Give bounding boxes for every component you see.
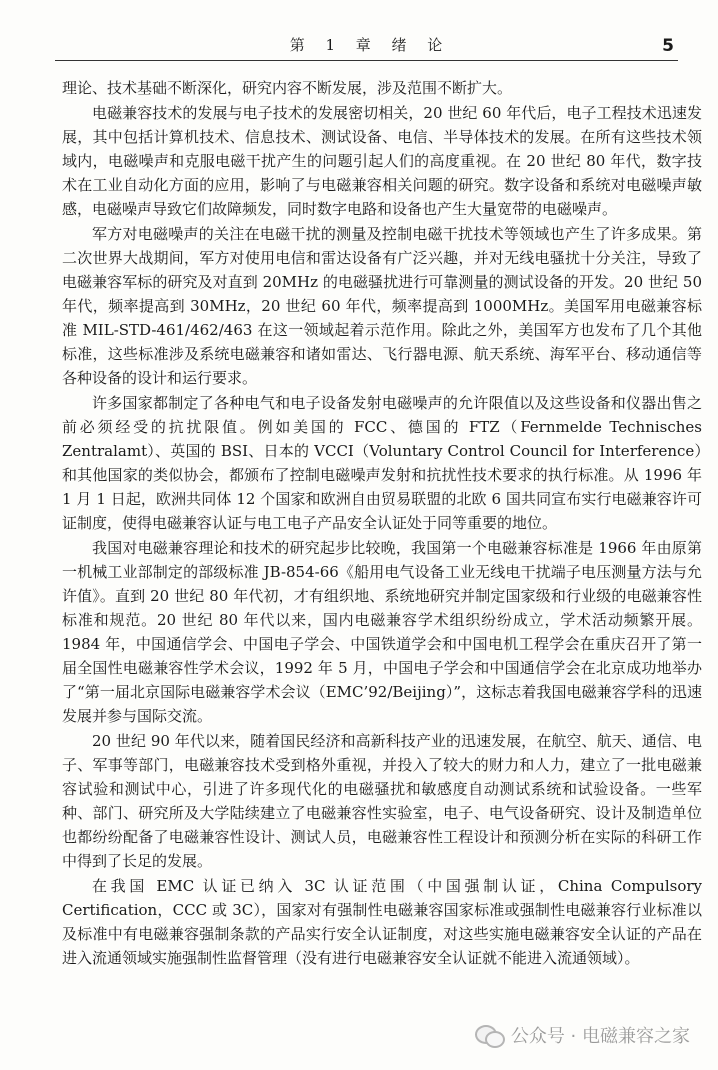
paragraph: 20 世纪 90 年代以来，随着国民经济和高新科技产业的迅速发展，在航空、航天、通信、电子、军事等部门，电磁兼容技术受到格外重视，并投入了较大的财力和人力，建立了一批电磁兼容试验和测试中心，引进了许多现代化的电磁骚扰和敏感度自动测试系统和试验设备。一些军种、部门、研究所及大学陆续建立了电磁兼容性实验室，电子、电气设备研究、设计及制造单位也都纷纷配备了电磁兼容性设计、测试人员，电磁兼容性工程设计和预测分析在实际的科研工作中得到了长足的发展。 (62, 732, 702, 870)
running-header (55, 30, 678, 61)
paragraph-continuation: 理论、技术基础不断深化，研究内容不断发展，涉及范围不断扩大。 (62, 79, 513, 97)
paragraph: 在我国 EMC 认证已纳入 3C 认证范围（中国强制认证，China Compulsory Certification，CCC 或 3C），国家对有强制性电磁兼容国家标准或强制性电磁兼容行业标准以及标准中有电磁兼容强制条款的产品实行安全认证制度，对这些实施电磁兼容安全认证的产品在进入流通领域实施强制性监督管理（没有进行电磁兼容安全认证就不能进入流通领域）。 (62, 877, 702, 967)
wechat-icon (475, 1023, 503, 1047)
paragraph: 电磁兼容技术的发展与电子技术的发展密切相关，20 世纪 60 年代后，电子工程技术迅速发展，其中包括计算机技术、信息技术、测试设备、电信、半导体技术的发展。在所有这些技术领域内，电磁噪声和克服电磁干扰产生的问题引起人们的高度重视。在 20 世纪 80 年代，数字技术在工业自动化方面的应用，影响了与电磁兼容相关问题的研究。数字设备和系统对电磁噪声敏感，电磁噪声导致它们故障频发，同时数字电路和设备也产生大量宽带的电磁噪声。 (62, 104, 702, 218)
watermark (475, 1022, 690, 1048)
paragraph: 军方对电磁噪声的关注在电磁干扰的测量及控制电磁干扰技术等领域也产生了许多成果。第二次世界大战期间，军方对使用电信和雷达设备有广泛兴趣，并对无线电骚扰十分关注，导致了电磁兼容军标的研究及对直到 20MHz 的电磁骚扰进行可靠测量的测试设备的开发。20 世纪 50 年代，频率提高到 30MHz，20 世纪 60 年代，频率提高到 1000MHz。美国军用电磁兼容标准 MIL-STD-461/462/463 在这一领域起着示范作用。除此之外，美国军方也发布了几个其他标准，这些标准涉及系统电磁兼容和诸如雷达、飞行器电源、航天系统、海军平台、移动通信等各种设备的设计和运行要求。 (62, 225, 702, 387)
body-text (62, 76, 702, 971)
page-number: 5 (662, 36, 674, 56)
paragraph: 我国对电磁兼容理论和技术的研究起步比较晚，我国第一个电磁兼容标准是 1966 年由原第一机械工业部制定的部级标准 JB-854-66《船用电气设备工业无线电干扰端子电压测量方法与允许值》。直到 20 世纪 80 年代初，才有组织地、系统地研究并制定国家级和行业级的电磁兼容性标准和规范。20 世纪 80 年代以来，国内电磁兼容学术组织纷纷成立，学术活动频繁开展。1984 年，中国通信学会、中国电子学会、中国铁道学会和中国电机工程学会在重庆召开了第一届全国性电磁兼容性学术会议，1992 年 5 月，中国电子学会和中国通信学会在北京成功地举办了“第一届北京国际电磁兼容学术会议（EMC’92/Beijing）”，这标志着我国电磁兼容学科的迅速发展并参与国际交流。 (62, 539, 702, 725)
paragraph: 许多国家都制定了各种电气和电子设备发射电磁噪声的允许限值以及这些设备和仪器出售之前必须经受的抗扰限值。例如美国的 FCC、德国的 FTZ（Fernmelde Technisches Zentralamt）、英国的 BSI、日本的 VCCI（Voluntary Control Council for Interference）和其他国家的类似协会，都颁布了控制电磁噪声发射和抗扰性技术要求的执行标准。从 1996 年 1 月 1 日起，欧洲共同体 12 个国家和欧洲自由贸易联盟的北欧 6 国共同宣布实行电磁兼容许可证制度，使得电磁兼容认证与电工电子产品安全认证处于同等重要的地位。 (62, 394, 702, 532)
chapter-title: 第 1 章 绪 论 (289, 36, 444, 54)
watermark-text: 公众号 · 电磁兼容之家 (510, 1026, 690, 1047)
